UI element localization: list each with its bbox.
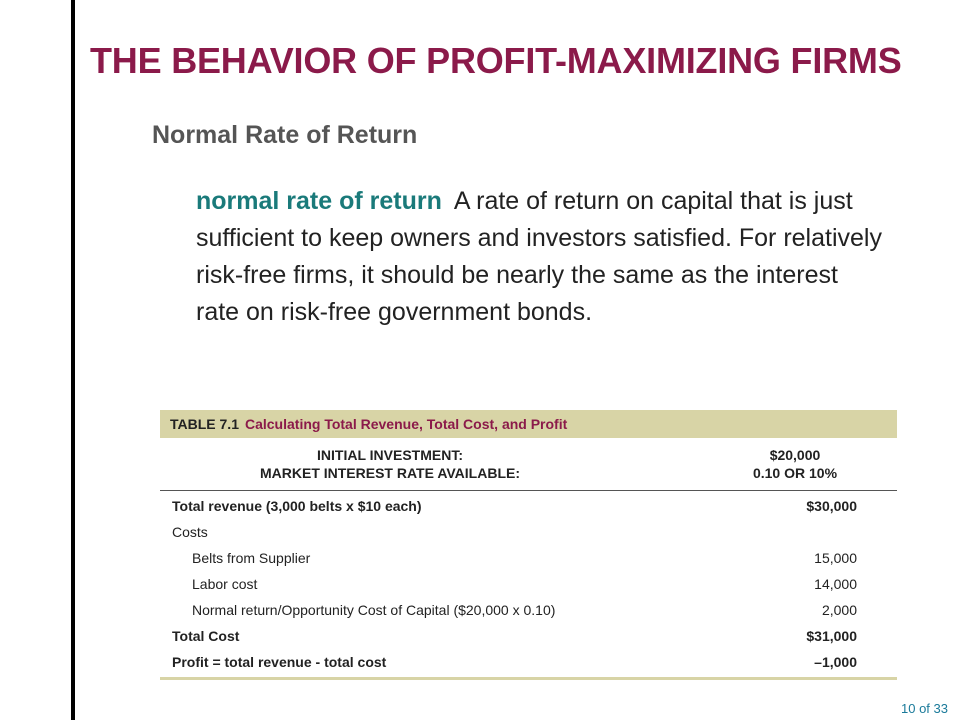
table-row <box>160 597 897 623</box>
investment-values <box>720 446 870 482</box>
row-value: 15,000 <box>814 550 857 566</box>
investment-block <box>160 438 897 491</box>
table-row <box>160 519 897 545</box>
table-row <box>160 571 897 597</box>
row-value: –1,000 <box>814 654 857 670</box>
left-divider-line <box>71 0 75 720</box>
row-label: Normal return/Opportunity Cost of Capital ($20,000 x 0.10) <box>192 602 556 618</box>
row-value: 14,000 <box>814 576 857 592</box>
row-value: $31,000 <box>806 628 857 644</box>
slide-title: THE BEHAVIOR OF PROFIT-MAXIMIZING FIRMS <box>90 40 902 81</box>
interest-label: MARKET INTEREST RATE AVAILABLE: <box>259 465 521 481</box>
row-value: $30,000 <box>806 498 857 514</box>
row-label: Profit = total revenue - total cost <box>172 654 387 670</box>
table-caption-bar <box>160 410 897 438</box>
page-number: 10 of 33 <box>901 701 948 716</box>
table-row <box>160 493 897 519</box>
table-number: TABLE 7.1 <box>170 416 239 432</box>
row-value: 2,000 <box>821 602 857 618</box>
row-label: Total revenue (3,000 belts x $10 each) <box>172 498 422 514</box>
table-caption: Calculating Total Revenue, Total Cost, and Profit <box>244 416 568 432</box>
row-label: Labor cost <box>192 576 258 592</box>
interest-value: 0.10 OR 10% <box>752 465 838 481</box>
table-row <box>160 649 897 675</box>
table-row <box>160 623 897 649</box>
table-bottom-rule <box>160 677 897 680</box>
definition-term: normal rate of return <box>196 187 442 215</box>
row-label: Belts from Supplier <box>192 550 311 566</box>
definition-block <box>196 183 886 331</box>
investment-value: $20,000 <box>769 447 821 463</box>
slide-subtitle: Normal Rate of Return <box>152 121 418 149</box>
profit-table <box>160 410 897 680</box>
investment-label: INITIAL INVESTMENT: <box>317 447 463 463</box>
table-body <box>160 493 897 675</box>
row-label: Total Cost <box>172 628 240 644</box>
definition-text: A rate of return on capital that is just sufficient to keep owners and investors satisfied. For relatively risk-free firms, it should be nearly the same as the interest rate on risk-free government bonds. <box>196 187 882 326</box>
row-label: Costs <box>172 524 208 540</box>
investment-labels <box>160 446 620 482</box>
table-row <box>160 545 897 571</box>
